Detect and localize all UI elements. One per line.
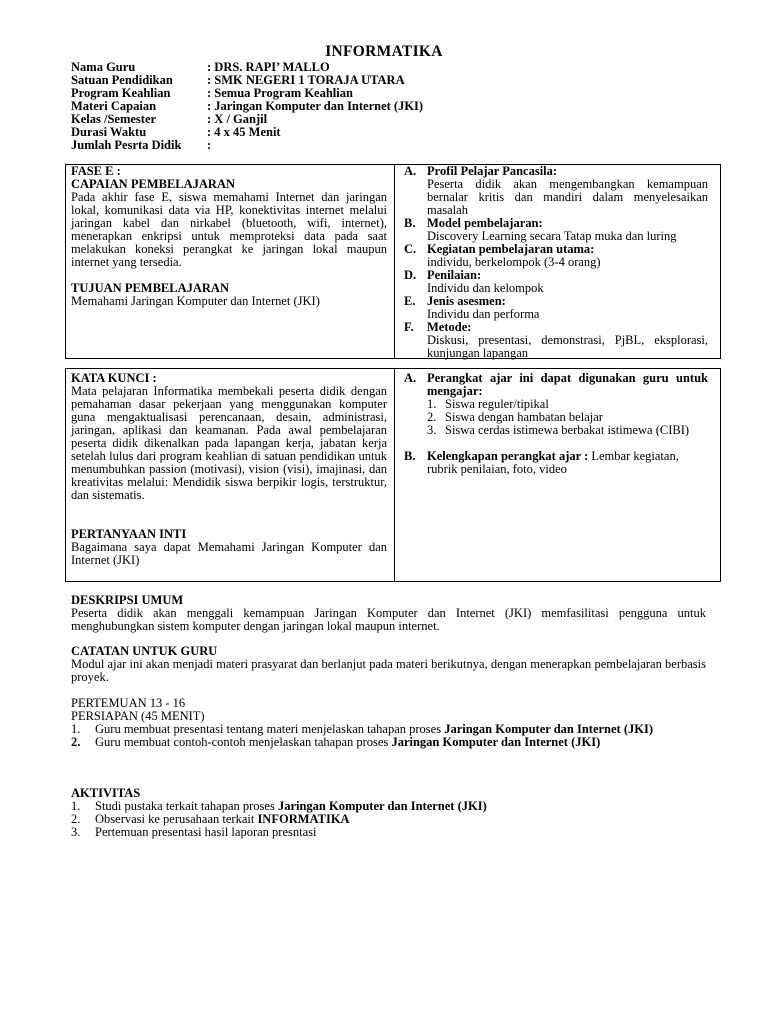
list-text-bold: Jaringan Komputer dan Internet (JKI) [444,722,654,736]
list-item-penilaian [404,269,708,295]
list-text: Pertemuan presentasi hasil laporan presntasi [95,825,317,839]
info-label: Kelas /Semester [71,112,157,126]
pertemuan-label: PERTEMUAN 13 - 16 [71,696,186,710]
info-value: : X / Ganjil [207,112,268,126]
list-number: 2. [427,410,437,424]
list-heading: Metode: [427,320,472,334]
list-heading: Profil Pelajar Pancasila: [427,164,558,178]
info-block [71,61,423,152]
persiapan-section [71,697,706,749]
list-item-asesmen [404,295,708,321]
list-text: Individu dan kelompok [427,281,544,295]
list-item-kelengkapan [404,450,708,476]
list-number: 3. [427,423,437,437]
document-title: INFORMATIKA [325,43,443,60]
pertanyaan-text: Bagaimana saya dapat Memahami Jaringan Komputer dan Internet (JKI) [71,540,387,567]
list-text: Discovery Learning secara Tatap muka dan luring [427,229,677,243]
list-number: 1. [427,397,437,411]
list-heading: Perangkat ajar ini dapat digunakan guru untuk mengajar: [427,371,708,398]
list-item [427,424,708,437]
info-value: : DRS. RAPI’ MALLO [207,60,330,74]
info-label: Satuan Pendidikan [71,73,173,87]
deskripsi-heading: DESKRIPSI UMUM [71,593,184,607]
kata-kunci-cell [71,372,387,567]
list-text: Lembar kegiatan, rubrik penilaian, foto, video [427,449,679,476]
list-heading: Jenis asesmen: [427,294,506,308]
info-label: Materi Capaian [71,99,157,113]
list-letter: E. [404,294,416,308]
list-number: 1. [71,799,81,813]
list-text: Individu dan performa [427,307,540,321]
list-letter: C. [404,242,417,256]
list-item [71,736,706,749]
info-label: Jumlah Pesrta Didik [71,138,182,152]
list-number: 1. [71,722,81,736]
list-heading: Model pembelajaran: [427,216,543,230]
profil-cell [404,165,708,360]
list-text: Diskusi, presentasi, demonstrasi, PjBL, eksplorasi, kunjungan lapangan [427,333,708,360]
info-value: : 4 x 45 Menit [207,125,281,139]
info-row-jumlah-peserta [71,139,423,152]
list-text-bold: INFORMATIKA [257,812,350,826]
capaian-cell [71,165,387,308]
list-text: Studi pustaka terkait tahapan proses [95,799,278,813]
list-heading: Penilaian: [427,268,482,282]
list-item-kegiatan [404,243,708,269]
capaian-text: Pada akhir fase E, siswa memahami Internet dan jaringan lokal, komunikasi data via HP, konektivitas internet melalui jaringan kabel dan nirkabel (bluetooth, wifi, internet), menerapkan enkripsi untuk memproteksi data pada saat melakukan koneksi perangkat ke jaringan lokal maupun internet yang tersedia. [71,190,387,269]
list-number: 3. [71,825,81,839]
list-letter: B. [404,216,416,230]
info-label: Program Keahlian [71,86,171,100]
list-letter: A. [404,164,417,178]
persiapan-heading: PERSIAPAN (45 MENIT) [71,709,205,723]
tujuan-text: Memahami Jaringan Komputer dan Internet (JKI) [71,294,320,308]
list-item-profil [404,165,708,217]
box-divider [394,165,395,358]
list-text-bold: Jaringan Komputer dan Internet (JKI) [391,735,601,749]
box-divider [394,369,395,581]
list-item-model [404,217,708,243]
pertanyaan-heading: PERTANYAAN INTI [71,527,187,541]
list-text: Guru membuat presentasi tentang materi menjelaskan tahapan proses [95,722,445,736]
list-letter: A. [404,371,417,385]
capaian-heading: CAPAIAN PEMBELAJARAN [71,177,236,191]
deskripsi-section [71,594,706,633]
list-text-bold: Jaringan Komputer dan Internet (JKI) [277,799,487,813]
deskripsi-text: Peserta didik akan menggali kemampuan Jaringan Komputer dan Internet (JKI) memfasilitasi pengguna untuk menghubungkan sistem komputer dengan jaringan lokal maupun internet. [71,606,706,633]
catatan-text: Modul ajar ini akan menjadi materi prasyarat dan berlanjut pada materi berikutnya, dengan menerapkan pembelajaran berbasis proyek. [71,657,706,684]
list-text: Siswa reguler/tipikal [445,397,549,411]
list-item-perangkat [404,372,708,437]
list-text: individu, berkelompok (3-4 orang) [427,255,601,269]
perangkat-cell [404,372,708,476]
list-item [71,826,706,839]
list-text: Siswa cerdas istimewa berbakat istimewa (CIBI) [445,423,690,437]
kata-kunci-heading: KATA KUNCI : [71,371,157,385]
info-value: : SMK NEGERI 1 TORAJA UTARA [207,73,405,87]
info-value: : Jaringan Komputer dan Internet (JKI) [207,99,424,113]
list-text: Peserta didik akan mengembangkan kemampuan bernalar kritis dan mandiri dalam menyelesaikan masalah [427,177,708,217]
info-value: : [207,138,212,152]
fase-label: FASE E : [71,164,121,178]
list-text: Observasi ke perusahaan terkait [95,812,258,826]
list-letter: B. [404,449,416,463]
catatan-section [71,645,706,684]
box-fase-capaian [65,164,721,359]
kata-kunci-text: Mata pelajaran Informatika membekali peserta didik dengan pemahaman dasar pekerjaan yang menggunakan komputer guna mengaktualisasi perencanaan, desain, administrasi, jaringan, aplikasi dan keamanan. Pada awal pembelajaran peserta didik dikenalkan pada lapangan kerja, jabatan kerja setelah lulus dari program keahlian di satuan pendidikan untuk menumbuhkan passion (motivasi), vision (visi), imajinasi, dan kreativitas melalui: Mendidik siswa berpikir logis, terstruktur, dan sistematis. [71,384,387,502]
list-text: Siswa dengan hambatan belajar [445,410,603,424]
list-text: Guru membuat contoh-contoh menjelaskan tahapan proses [95,735,392,749]
box-kata-kunci [65,368,721,582]
list-heading: Kegiatan pembelajaran utama: [427,242,595,256]
aktivitas-heading: AKTIVITAS [71,786,141,800]
list-letter: D. [404,268,417,282]
info-value: : Semua Program Keahlian [207,86,353,100]
tujuan-heading: TUJUAN PEMBELAJARAN [71,281,229,295]
list-number: 2. [71,735,81,749]
list-number: 2. [71,812,81,826]
info-label: Durasi Waktu [71,125,147,139]
info-label: Nama Guru [71,60,136,74]
list-letter: F. [404,320,414,334]
list-heading: Kelengkapan perangkat ajar : [427,449,589,463]
catatan-heading: CATATAN UNTUK GURU [71,644,218,658]
list-item-metode [404,321,708,360]
aktivitas-section [71,787,706,839]
